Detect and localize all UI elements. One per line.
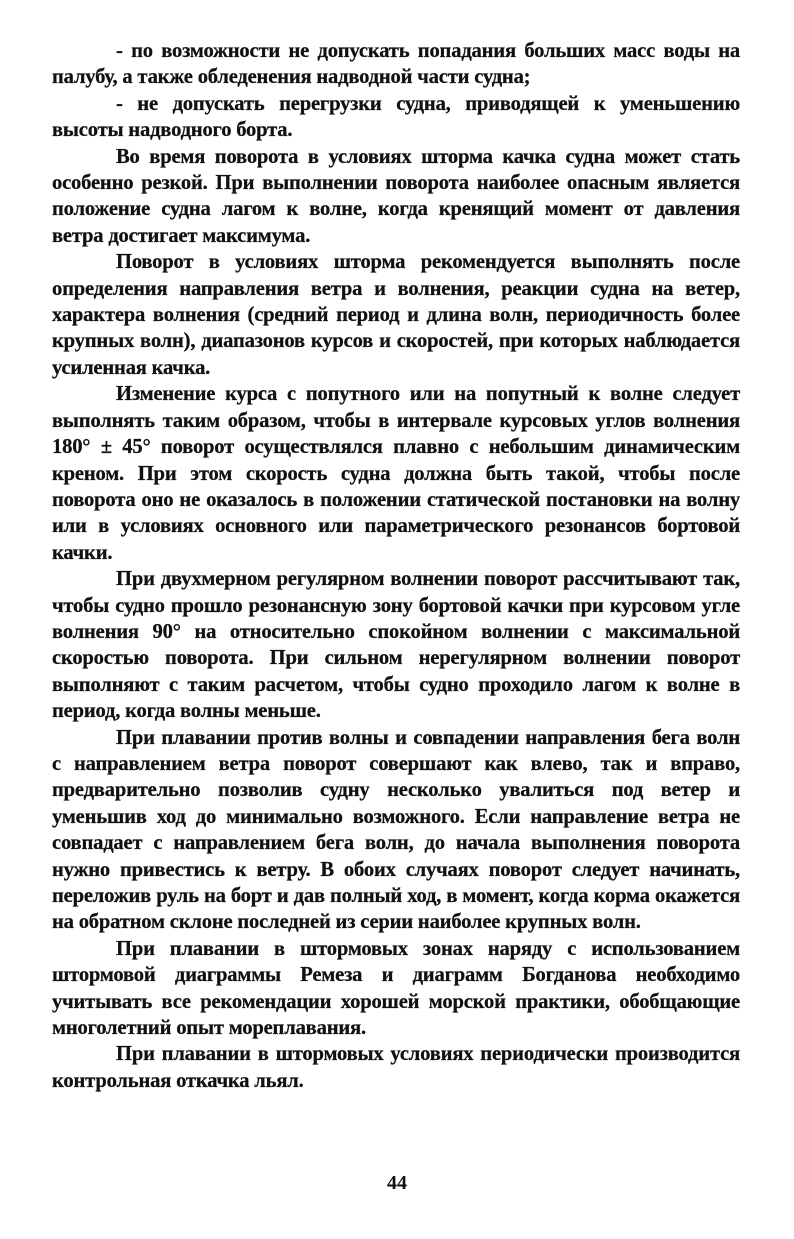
document-page <box>52 38 740 1198</box>
paragraph-7: При плавании против волны и совпадении направления бега волн с направлением ветра поворот совершают как влево, так и вправо, предварительно позволив судну несколько увалиться под ветер и уменьшив ход до минимально возможного. Если направление ветра не совпадает с направлением бега волн, до начала выполнения поворота нужно привестись к ветру. В обоих случаях поворот следует начинать, переложив руль на борт и дав полный ход, в момент, когда корма окажется на обратном склоне последней из серии наиболее крупных волн. <box>52 726 740 934</box>
paragraph-6: При двухмерном регулярном волнении поворот рассчитывают так, чтобы судно прошло резонансную зону бортовой качки при курсовом угле волнения 90° на относительно спокойном волнении с максимальной скоростью поворота. При сильном нерегулярном волнении поворот выполняют с таким расчетом, чтобы судно проходило лагом к волне в период, когда волны меньше. <box>52 568 740 723</box>
paragraph-3: Во время поворота в условиях шторма качка судна может стать особенно резкой. При выполнении поворота наиболее опасным является положение судна лагом к волне, когда кренящий момент от давления ветра достигает максимума. <box>52 145 740 247</box>
paragraph-8: При плавании в штормовых зонах наряду с использованием штормовой диаграммы Ремеза и диаграмм Богданова необходимо учитывать все рекомендации хорошей морской практики, обобщающие многолетний опыт мореплавания. <box>52 937 740 1040</box>
paragraph-4: Поворот в условиях шторма рекомендуется выполнять после определения направления ветра и волнения, реакции судна на ветер, характера волнения (средний период и длина волн, периодичность более крупных волн), диапазонов курсов и скоростей, при которых наблюдается усиленная качка. <box>52 251 740 379</box>
paragraph-9: При плавании в штормовых условиях периодически производится контрольная откачка льял. <box>52 1043 740 1092</box>
page-number: 44 <box>387 1172 407 1194</box>
paragraph-2: - не допускать перегрузки судна, приводящей к уменьшению высоты надводного борта. <box>52 92 740 142</box>
paragraph-5: Изменение курса с попутного или на попутный к волне следует выполнять таким образом, чтобы в интервале курсовых углов волнения 180° ± 45° поворот осуществлялся плавно с небольшим динамическим креном. При этом скорость судна должна быть такой, чтобы после поворота оно не оказалось в положении статической постановки на волну или в условиях основного или параметрического резонансов бортовой качки. <box>52 383 740 564</box>
paragraph-1: - по возможности не допускать попадания больших масс воды на палубу, а также обледенения надводной части судна; <box>52 40 740 89</box>
